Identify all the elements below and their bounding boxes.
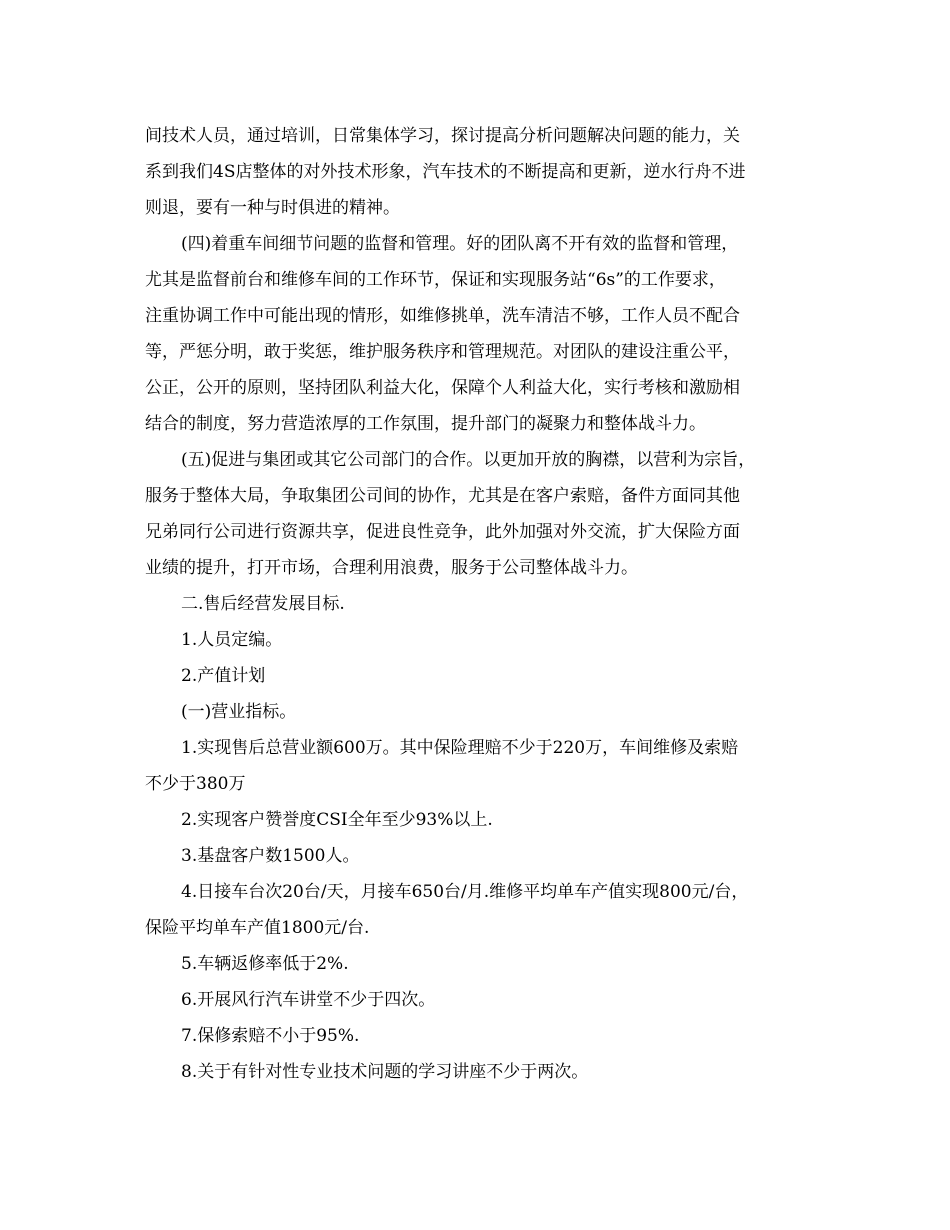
text-line: (五)促进与集团或其它公司部门的合作。以更加开放的胸襟，以营利为宗旨， (181, 450, 756, 470)
paragraph-business-indicators (145, 694, 805, 730)
text-line: 尤其是监督前台和维修车间的工作环节，保证和实现服务站“6s”的工作要求， (145, 270, 726, 290)
paragraph-target-8 (145, 1054, 805, 1090)
text-line: 则退，要有一种与时俱进的精神。 (145, 198, 400, 218)
paragraph-target-2 (145, 802, 805, 838)
text-line: 8.关于有针对性专业技术问题的学习讲座不少于两次。 (181, 1062, 589, 1082)
paragraph-target-3 (145, 838, 805, 874)
text-line: 不少于380万 (145, 774, 246, 794)
text-line: 6.开展风行汽车讲堂不少于四次。 (181, 990, 436, 1010)
text-line: 二.售后经营发展目标. (181, 594, 345, 614)
paragraph-section-2 (145, 586, 805, 622)
text-line: 兄弟同行公司进行资源共享，促进良性竞争，此外加强对外交流，扩大保险方面 (145, 522, 740, 542)
text-line: 结合的制度，努力营造浓厚的工作氛围，提升部门的凝聚力和整体战斗力。 (145, 414, 706, 434)
paragraph-output-plan (145, 658, 805, 694)
text-line: 1.人员定编。 (181, 630, 283, 650)
document-page (145, 118, 805, 1090)
text-line: (一)营业指标。 (181, 702, 297, 722)
text-line: 5.车辆返修率低于2%. (181, 954, 349, 974)
paragraph-target-5 (145, 946, 805, 982)
text-line: 2.实现客户赞誉度CSI全年至少93%以上. (181, 810, 493, 830)
paragraph-target-1 (145, 730, 805, 802)
text-line: 系到我们4S店整体的对外技术形象，汽车技术的不断提高和更新，逆水行舟不进 (145, 162, 746, 182)
text-line: 业绩的提升，打开市场，合理利用浪费，服务于公司整体战斗力。 (145, 558, 638, 578)
paragraph-target-4 (145, 874, 805, 946)
text-line: 保险平均单车产值1800元/台. (145, 918, 370, 938)
text-line: 间技术人员，通过培训，日常集体学习，探讨提高分析问题解决问题的能力，关 (145, 126, 740, 146)
text-line: 3.基盘客户数1500人。 (181, 846, 360, 866)
paragraph-item-4 (145, 226, 805, 442)
text-line: (四)着重车间细节问题的监督和管理。好的团队离不开有效的监督和管理， (181, 234, 739, 254)
text-line: 7.保修索赔不小于95%. (181, 1026, 360, 1046)
paragraph-target-6 (145, 982, 805, 1018)
text-line: 注重协调工作中可能出现的情形，如维修挑单，洗车清洁不够，工作人员不配合 (145, 306, 740, 326)
text-line: 4.日接车台次20台/天，月接车650台/月.维修平均单车产值实现800元/台， (181, 882, 749, 902)
text-line: 服务于整体大局，争取集团公司间的协作，尤其是在客户索赔，备件方面同其他 (145, 486, 740, 506)
text-line: 等，严惩分明，敢于奖惩，维护服务秩序和管理规范。对团队的建设注重公平， (145, 342, 740, 362)
paragraph-item-5 (145, 442, 805, 586)
text-line: 2.产值计划 (181, 666, 266, 686)
paragraph-staffing (145, 622, 805, 658)
text-line: 1.实现售后总营业额600万。其中保险理赔不少于220万，车间维修及索赔 (181, 738, 739, 758)
paragraph-target-7 (145, 1018, 805, 1054)
paragraph-technical-staff (145, 118, 805, 226)
text-line: 公正，公开的原则，坚持团队利益大化，保障个人利益大化，实行考核和激励相 (145, 378, 740, 398)
